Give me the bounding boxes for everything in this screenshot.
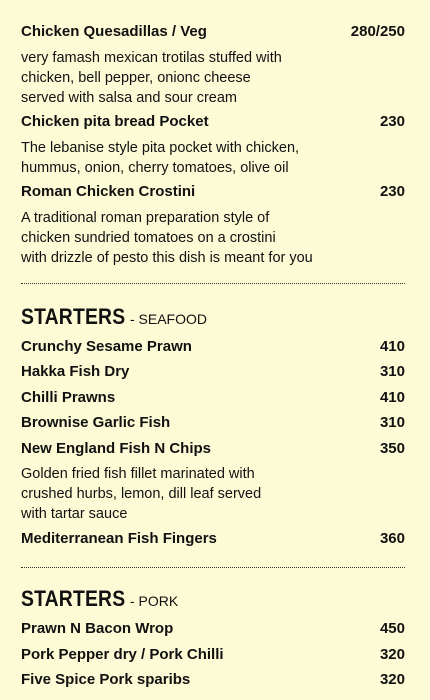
item-price: 280/250 (350, 23, 405, 40)
menu-item-chicken-pita-pocket (21, 113, 405, 131)
section-subtitle: - SEAFOOD (129, 311, 207, 327)
item-description: The lebanise style pita pocket with chicken, hummus, onion, cherry tomatoes, olive oil (21, 140, 300, 176)
section-title: STARTERS (21, 304, 126, 329)
section-heading-pork (21, 586, 405, 612)
section-title: STARTERS (21, 586, 126, 611)
item-name: Brownise Garlic Fish (21, 414, 171, 431)
item-name: Chicken pita bread Pocket (21, 113, 209, 130)
menu-item-chilli-prawns (21, 389, 405, 407)
item-price: 320 (379, 671, 405, 688)
menu-item-roman-chicken-crostini (21, 183, 405, 201)
item-description: A traditional roman preparation style of chicken sundried tomatoes on a crostini with drizzle of pesto this dish is meant for you (21, 210, 313, 266)
menu-item-prawn-n-bacon-wrop (21, 620, 405, 638)
item-name: Chicken Quesadillas / Veg (21, 23, 207, 40)
menu-item-new-england-fish-n-chips (21, 440, 405, 458)
item-name: Hakka Fish Dry (21, 363, 130, 380)
item-price: 230 (379, 183, 405, 200)
item-name: Pork Pepper dry / Pork Chilli (21, 646, 224, 663)
item-name: Mediterranean Fish Fingers (21, 530, 217, 547)
item-price: 410 (379, 389, 405, 406)
item-name: Five Spice Pork sparibs (21, 671, 191, 688)
menu-item-pork-pepper-dry (21, 646, 405, 664)
item-name: Roman Chicken Crostini (21, 183, 196, 200)
menu-item-brownise-garlic-fish (21, 414, 405, 432)
item-price: 410 (379, 338, 405, 355)
section-divider (21, 567, 405, 568)
item-price: 310 (379, 363, 405, 380)
menu-item-five-spice-pork-sparibs (21, 671, 405, 689)
menu-item-mediterranean-fish-fingers (21, 530, 405, 548)
section-divider (21, 283, 405, 284)
item-price: 320 (379, 646, 405, 663)
section-heading-seafood (21, 304, 405, 330)
menu-item-crunchy-sesame-prawn (21, 338, 405, 356)
item-price: 310 (379, 414, 405, 431)
item-name: Prawn N Bacon Wrop (21, 620, 174, 637)
item-price: 350 (379, 440, 405, 457)
item-name: Chilli Prawns (21, 389, 116, 406)
item-description: Golden fried fish fillet marinated with crushed hurbs, lemon, dill leaf served with tartar sauce (21, 466, 262, 522)
item-description: very famash mexican trotilas stuffed with chicken, bell pepper, onionc cheese served with salsa and sour cream (21, 50, 282, 106)
item-name: Crunchy Sesame Prawn (21, 338, 192, 355)
item-name: New England Fish N Chips (21, 440, 212, 457)
menu-item-hakka-fish-dry (21, 363, 405, 381)
section-subtitle: - PORK (129, 593, 179, 609)
item-price: 450 (379, 620, 405, 637)
item-price: 230 (379, 113, 405, 130)
item-price: 360 (379, 530, 405, 547)
menu-item-chicken-quesadillas (21, 23, 405, 41)
